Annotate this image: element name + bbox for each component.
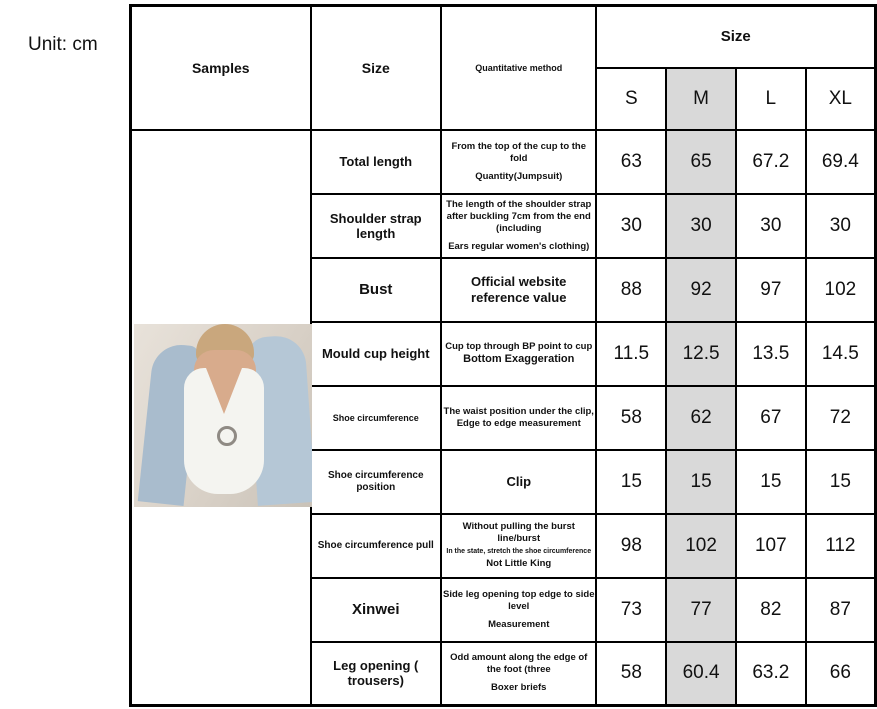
value-m: 65 [666, 130, 736, 194]
row-method [441, 322, 596, 386]
value-s: 11.5 [596, 322, 666, 386]
sample-image-cell [131, 130, 311, 706]
row-name: Bust [311, 258, 442, 322]
value-s: 30 [596, 194, 666, 258]
row-method [441, 386, 596, 450]
value-xl: 102 [806, 258, 876, 322]
row-method: Clip [441, 450, 596, 514]
value-xl: 87 [806, 578, 876, 642]
value-m: 12.5 [666, 322, 736, 386]
size-l: L [736, 68, 806, 130]
value-l: 13.5 [736, 322, 806, 386]
value-s: 58 [596, 642, 666, 706]
method-line-1: Side leg opening top edge to side level [443, 588, 595, 612]
value-xl: 112 [806, 514, 876, 578]
row-method [441, 130, 596, 194]
row-method [441, 578, 596, 642]
samples-header: Samples [131, 6, 311, 130]
value-s: 58 [596, 386, 666, 450]
value-l: 82 [736, 578, 806, 642]
swimsuit-photo [134, 324, 312, 507]
value-m: 60.4 [666, 642, 736, 706]
row-name: Shoe circumference [311, 386, 442, 450]
value-s: 63 [596, 130, 666, 194]
value-m: 62 [666, 386, 736, 450]
value-l: 97 [736, 258, 806, 322]
size-m: M [666, 68, 736, 130]
row-name: Shoe circumference position [311, 450, 442, 514]
size-group-header: Size [596, 6, 875, 68]
method-line-1: Cup top through BP point to cup [445, 341, 593, 352]
value-m: 15 [666, 450, 736, 514]
value-m: 30 [666, 194, 736, 258]
value-m: 92 [666, 258, 736, 322]
method-line-2: Bottom Exaggeration [463, 353, 575, 365]
value-l: 30 [736, 194, 806, 258]
method-line-2: Quantity(Jumpsuit) [475, 170, 563, 182]
method-line-1: Without pulling the burst line/burst [462, 521, 575, 544]
method-line-3: Not Little King [486, 558, 552, 569]
value-xl: 72 [806, 386, 876, 450]
value-m: 102 [666, 514, 736, 578]
unit-label: Unit: cm [28, 34, 98, 55]
size-header: Size [311, 6, 442, 130]
row-name: Xinwei [311, 578, 442, 642]
row-name: Leg opening ( trousers) [311, 642, 442, 706]
row-method [441, 642, 596, 706]
value-s: 73 [596, 578, 666, 642]
size-xl: XL [806, 68, 876, 130]
value-l: 67.2 [736, 130, 806, 194]
row-name: Shoulder strap length [311, 194, 442, 258]
value-xl: 69.4 [806, 130, 876, 194]
row-method [441, 194, 596, 258]
value-xl: 66 [806, 642, 876, 706]
value-s: 88 [596, 258, 666, 322]
method-line-2: Boxer briefs [491, 682, 547, 694]
value-l: 63.2 [736, 642, 806, 706]
size-s: S [596, 68, 666, 130]
method-line-2: Measurement [488, 618, 550, 630]
method-line-1: Odd amount along the edge of the foot (three [450, 652, 588, 676]
row-name: Mould cup height [311, 322, 442, 386]
method-header: Quantitative method [441, 6, 596, 130]
value-s: 15 [596, 450, 666, 514]
row-name: Total length [311, 130, 442, 194]
size-chart-table [129, 4, 877, 707]
value-m: 77 [666, 578, 736, 642]
value-l: 107 [736, 514, 806, 578]
method-line-2: Ears regular women's clothing) [448, 240, 590, 252]
value-s: 98 [596, 514, 666, 578]
method-line-1: The length of the shoulder strap after buckling 7cm from the end (including [446, 198, 592, 234]
method-line-1: From the top of the cup to the fold [451, 140, 587, 164]
row-name: Shoe circumference pull [311, 514, 442, 578]
method-line-2: Edge to edge measurement [456, 417, 581, 429]
value-l: 67 [736, 386, 806, 450]
method-line-2: In the state, stretch the shoe circumference [446, 548, 592, 555]
value-xl: 14.5 [806, 322, 876, 386]
value-xl: 30 [806, 194, 876, 258]
value-l: 15 [736, 450, 806, 514]
method-line-1: The waist position under the clip, [443, 405, 594, 417]
value-xl: 15 [806, 450, 876, 514]
row-method [441, 514, 596, 578]
row-method: Official website reference value [441, 258, 596, 322]
